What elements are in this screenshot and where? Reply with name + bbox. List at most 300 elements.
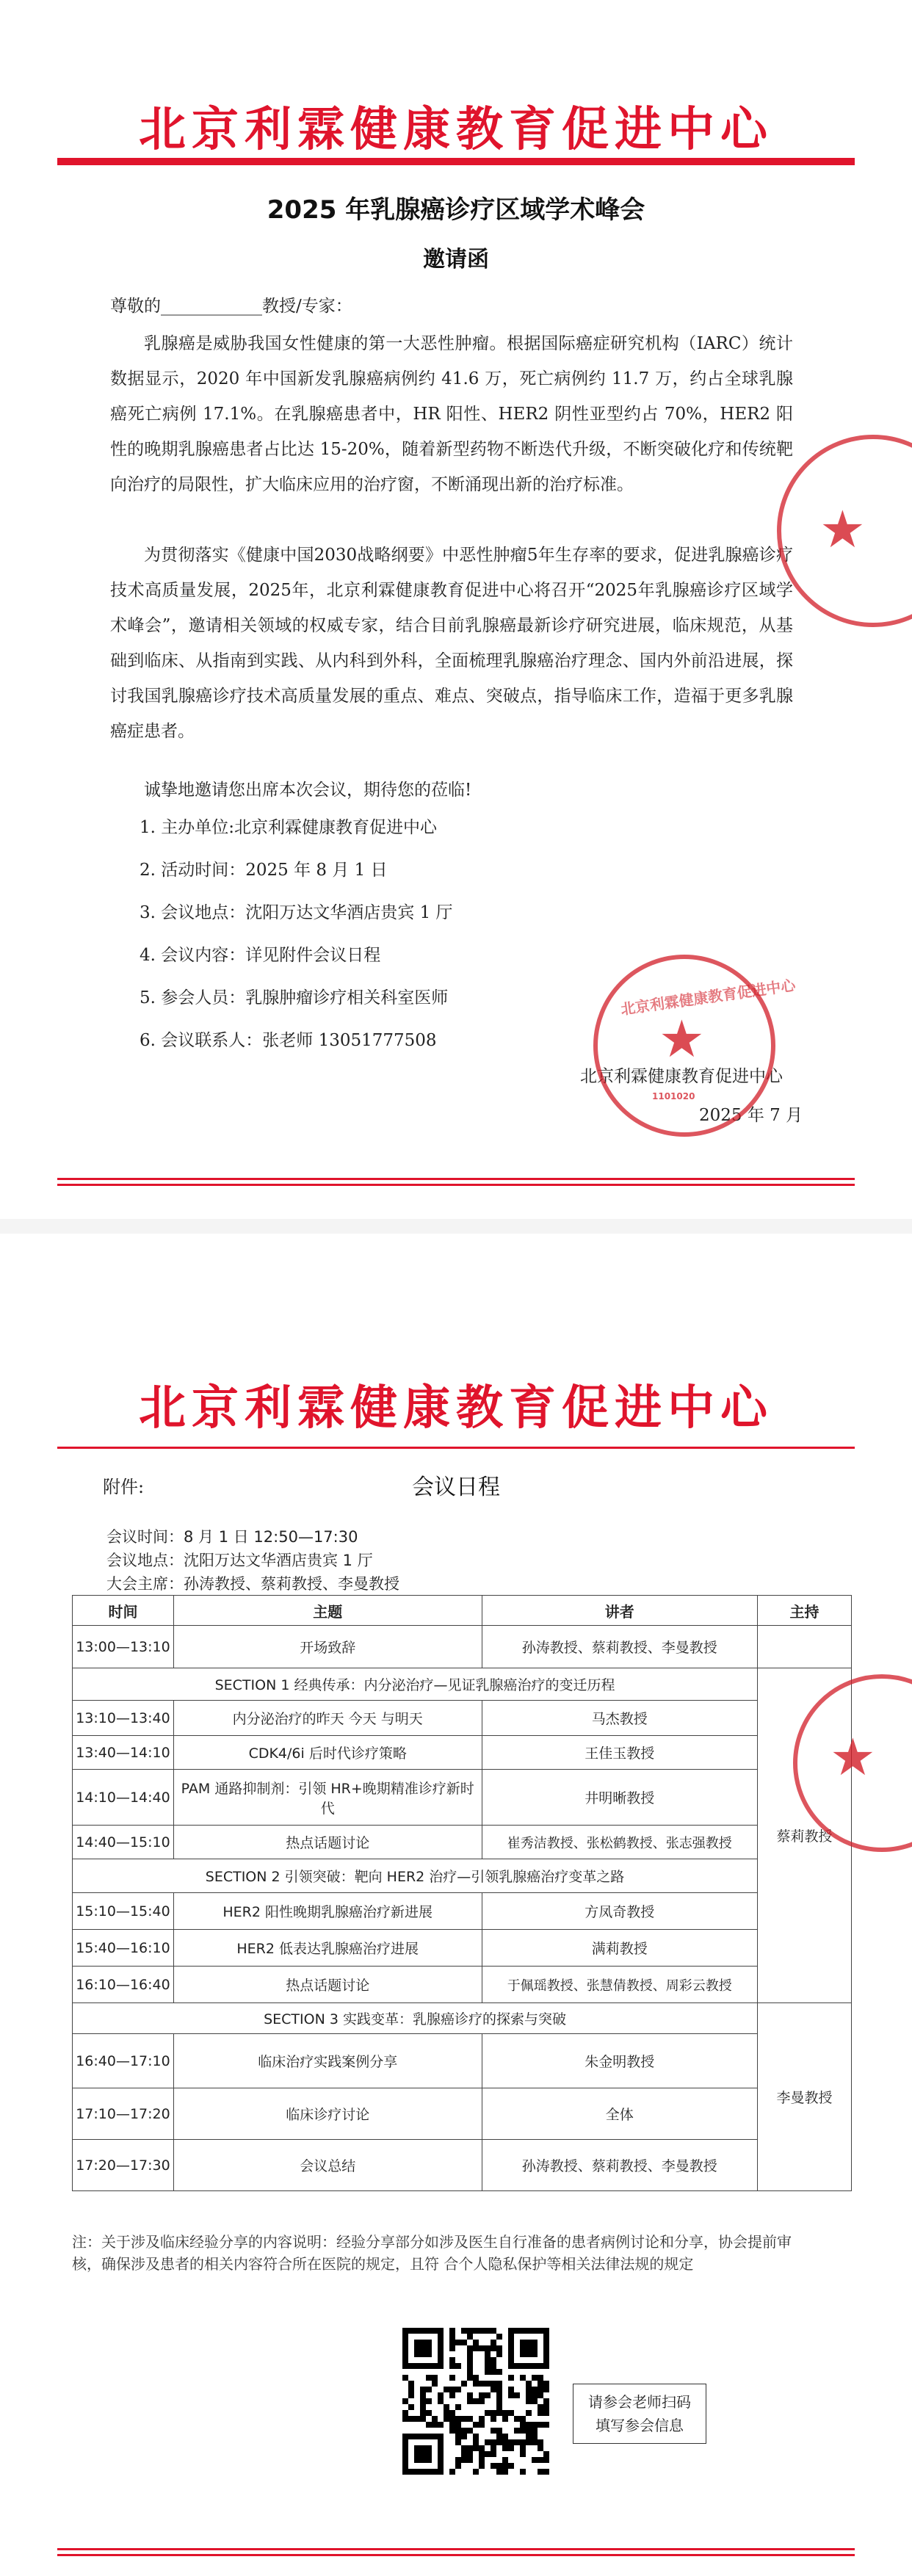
- table-row: [73, 2140, 852, 2191]
- table-row: [73, 1893, 852, 1930]
- row-speaker: 满莉教授: [482, 1930, 758, 1967]
- qr-module: [449, 2328, 455, 2334]
- qr-module: [514, 2416, 520, 2422]
- qr-module: [526, 2392, 532, 2398]
- qr-module: [479, 2398, 485, 2404]
- qr-module: [467, 2375, 473, 2381]
- row-host: [758, 1626, 852, 1668]
- attachment-label: 附件:: [103, 1477, 145, 1497]
- official-seal: [777, 435, 912, 627]
- row-topic: 开场致辞: [173, 1626, 482, 1668]
- qr-module: [444, 2416, 449, 2422]
- qr-finder-pattern: [414, 2445, 432, 2463]
- qr-module: [532, 2439, 538, 2445]
- qr-module: [496, 2439, 502, 2445]
- paragraph-background: 乳腺癌是威胁我国女性健康的第一大恶性肿瘤。根据国际癌症研究机构（IARC）统计数据显示，2020 年中国新发乳腺癌病例约 41.6 万，死亡病例约 11.7 万，约占全球乳腺癌死亡病例 17.1%。在乳腺癌患者中，HR 阳性、HER2 阴性亚型约占 70%，HER2 阳性的晚期乳腺癌患者占比达 15-20%，随着新型药物不断迭代升级，不断突破化疗和传统靶向治疗的局限性，扩大临床应用的治疗窗，不断涌现出新的治疗标准。: [110, 334, 793, 494]
- qr-module: [543, 2469, 549, 2475]
- footer-divider: [57, 1178, 855, 1180]
- qr-module: [491, 2451, 496, 2457]
- qr-module: [455, 2428, 461, 2434]
- qr-module: [485, 2328, 491, 2334]
- qr-module: [438, 2398, 444, 2404]
- qr-module: [467, 2334, 473, 2340]
- qr-module: [485, 2363, 491, 2369]
- qr-module: [538, 2410, 543, 2416]
- qr-module: [473, 2469, 479, 2475]
- qr-module: [538, 2381, 543, 2387]
- row-speaker: 孙涛教授、蔡莉教授、李曼教授: [482, 2140, 758, 2191]
- qr-module: [461, 2340, 467, 2345]
- registration-qr-code[interactable]: [402, 2328, 549, 2475]
- row-time: 15:10—15:40: [73, 1893, 174, 1930]
- row-speaker: 马杰教授: [482, 1701, 758, 1736]
- qr-module: [485, 2451, 491, 2457]
- row-speaker: 于佩瑶教授、张慧倩教授、周彩云教授: [482, 1967, 758, 2003]
- row-time: 13:40—14:10: [73, 1736, 174, 1770]
- seal-text: 北京利霖健康教育促进中心: [619, 976, 797, 1019]
- qr-module: [461, 2445, 467, 2451]
- qr-module: [538, 2457, 543, 2463]
- qr-module: [491, 2416, 496, 2422]
- qr-module: [526, 2398, 532, 2404]
- section-title: SECTION 1 经典传承：内分泌治疗—见证乳腺癌治疗的变迁历程: [73, 1668, 758, 1701]
- column-header-time: 时间: [73, 1596, 174, 1626]
- qr-module: [479, 2381, 485, 2387]
- qr-module: [520, 2422, 526, 2428]
- qr-module: [496, 2469, 502, 2475]
- qr-module: [461, 2457, 467, 2463]
- qr-module: [455, 2422, 461, 2428]
- qr-module: [491, 2345, 496, 2351]
- qr-module: [461, 2428, 467, 2434]
- qr-module: [414, 2416, 420, 2422]
- qr-module: [473, 2340, 479, 2345]
- qr-module: [496, 2398, 502, 2404]
- qr-module: [461, 2381, 467, 2387]
- qr-module: [526, 2387, 532, 2392]
- qr-module: [491, 2445, 496, 2451]
- qr-module: [526, 2434, 532, 2439]
- qr-module: [426, 2422, 432, 2428]
- table-row: [73, 2088, 852, 2140]
- row-time: 16:40—17:10: [73, 2034, 174, 2088]
- qr-module: [496, 2345, 502, 2351]
- qr-module: [491, 2363, 496, 2369]
- qr-module: [538, 2422, 543, 2428]
- qr-module: [491, 2463, 496, 2469]
- table-row: [73, 1770, 852, 1826]
- qr-module: [426, 2398, 432, 2404]
- qr-module: [502, 2416, 508, 2422]
- qr-module: [449, 2469, 455, 2475]
- qr-module: [491, 2387, 496, 2392]
- qr-module: [491, 2369, 496, 2375]
- detail-organizer: 1. 主办单位:北京利霖健康教育促进中心: [140, 818, 438, 837]
- signature-org: 北京利霖健康教育促进中心: [580, 1067, 783, 1086]
- qr-module: [526, 2428, 532, 2434]
- row-time: 14:40—15:10: [73, 1826, 174, 1859]
- section-row: [73, 2003, 852, 2034]
- qr-module: [449, 2428, 455, 2434]
- qr-module: [461, 2451, 467, 2457]
- qr-module: [479, 2445, 485, 2451]
- section-title: SECTION 3 实践变革：乳腺癌诊疗的探索与突破: [73, 2003, 758, 2034]
- qr-module: [455, 2416, 461, 2422]
- footer-divider: [57, 2554, 855, 2556]
- qr-module: [455, 2434, 461, 2439]
- qr-module: [449, 2392, 455, 2398]
- qr-module: [543, 2404, 549, 2410]
- detail-date: 2. 活动时间：2025 年 8 月 1 日: [140, 861, 388, 880]
- qr-module: [485, 2345, 491, 2351]
- seal-star-icon: ★: [830, 1727, 876, 1787]
- official-seal: [593, 955, 797, 1137]
- invitation-subtitle: 邀请函: [423, 247, 489, 272]
- qr-module: [532, 2428, 538, 2434]
- qr-module: [491, 2357, 496, 2363]
- footer-divider: [57, 1184, 855, 1186]
- qr-module: [508, 2410, 514, 2416]
- qr-module: [467, 2398, 473, 2404]
- detail-venue: 3. 会议地点：沈阳万达文华酒店贵宾 1 厅: [140, 903, 453, 922]
- qr-module: [467, 2445, 473, 2451]
- qr-module: [526, 2381, 532, 2387]
- qr-module: [496, 2434, 502, 2439]
- table-row: [73, 1930, 852, 1967]
- qr-module: [473, 2345, 479, 2351]
- qr-module: [520, 2375, 526, 2381]
- letterhead-divider: [57, 158, 855, 165]
- qr-module: [508, 2392, 514, 2398]
- qr-module: [420, 2392, 426, 2398]
- qr-module: [420, 2398, 426, 2404]
- qr-module: [432, 2416, 438, 2422]
- qr-module: [420, 2416, 426, 2422]
- qr-module: [455, 2439, 461, 2445]
- qr-module: [473, 2422, 479, 2428]
- org-letterhead-title: 北京利霖健康教育促进中心: [139, 103, 773, 157]
- qr-module: [479, 2345, 485, 2351]
- letterhead-divider: [57, 1447, 855, 1449]
- row-time: 14:10—14:40: [73, 1770, 174, 1826]
- qr-module: [438, 2422, 444, 2428]
- qr-module: [408, 2404, 414, 2410]
- qr-module: [473, 2381, 479, 2387]
- qr-module: [543, 2422, 549, 2428]
- qr-module: [485, 2357, 491, 2363]
- qr-module: [467, 2357, 473, 2363]
- qr-module: [449, 2345, 455, 2351]
- row-time: 16:10—16:40: [73, 1967, 174, 2003]
- agenda-page: [0, 1234, 912, 2576]
- qr-module: [491, 2410, 496, 2416]
- row-topic: CDK4/6i 后时代诊疗策略: [173, 1736, 482, 1770]
- qr-module: [532, 2434, 538, 2439]
- qr-module: [485, 2381, 491, 2387]
- row-speaker: 朱金明教授: [482, 2034, 758, 2088]
- qr-module: [502, 2410, 508, 2416]
- host-name: 蔡莉教授: [758, 1668, 852, 2003]
- qr-module: [473, 2439, 479, 2445]
- qr-module: [449, 2357, 455, 2363]
- qr-module: [479, 2451, 485, 2457]
- qr-module: [520, 2439, 526, 2445]
- row-topic: HER2 阳性晚期乳腺癌治疗新进展: [173, 1893, 482, 1930]
- qr-module: [538, 2375, 543, 2381]
- qr-module: [449, 2375, 455, 2381]
- table-header-row: [73, 1596, 852, 1626]
- qr-module: [449, 2334, 455, 2340]
- qr-module: [485, 2351, 491, 2357]
- qr-module: [444, 2410, 449, 2416]
- qr-module: [532, 2457, 538, 2463]
- qr-module: [496, 2463, 502, 2469]
- qr-module: [467, 2451, 473, 2457]
- qr-module: [520, 2428, 526, 2434]
- row-topic: 热点话题讨论: [173, 1967, 482, 2003]
- row-time: 13:10—13:40: [73, 1701, 174, 1736]
- row-speaker: 井明晰教授: [482, 1770, 758, 1826]
- row-topic: 临床诊疗讨论: [173, 2088, 482, 2140]
- section-row: [73, 1668, 852, 1701]
- qr-module: [467, 2328, 473, 2334]
- row-time: 17:10—17:20: [73, 2088, 174, 2140]
- qr-module: [538, 2404, 543, 2410]
- qr-module: [520, 2445, 526, 2451]
- qr-module: [485, 2410, 491, 2416]
- qr-module: [543, 2457, 549, 2463]
- qr-module: [543, 2387, 549, 2392]
- qr-module: [408, 2387, 414, 2392]
- qr-module: [426, 2410, 432, 2416]
- qr-module: [408, 2416, 414, 2422]
- row-speaker: 方凤奇教授: [482, 1893, 758, 1930]
- qr-module: [502, 2439, 508, 2445]
- qr-finder-pattern: [520, 2340, 538, 2357]
- qr-module: [496, 2404, 502, 2410]
- qr-module: [473, 2328, 479, 2334]
- qr-module: [449, 2416, 455, 2422]
- qr-module: [491, 2428, 496, 2434]
- qr-module: [455, 2457, 461, 2463]
- qr-module: [496, 2334, 502, 2340]
- qr-module: [502, 2445, 508, 2451]
- qr-module: [491, 2328, 496, 2334]
- qr-module: [438, 2392, 444, 2398]
- qr-module: [449, 2410, 455, 2416]
- qr-module: [491, 2381, 496, 2387]
- qr-module: [473, 2445, 479, 2451]
- column-header-topic: 主题: [173, 1596, 482, 1626]
- qr-module: [467, 2416, 473, 2422]
- agenda-table: [72, 1595, 852, 2191]
- qr-module: [496, 2381, 502, 2387]
- qr-module: [514, 2439, 520, 2445]
- detail-attendees: 5. 参会人员：乳腺肿瘤诊疗相关科室医师: [140, 988, 449, 1007]
- qr-module: [520, 2469, 526, 2475]
- row-speaker: 王佳玉教授: [482, 1736, 758, 1770]
- qr-module: [514, 2392, 520, 2398]
- qr-module: [532, 2422, 538, 2428]
- seal-star-icon: ★: [659, 1009, 705, 1069]
- qr-module: [467, 2392, 473, 2398]
- qr-module: [479, 2416, 485, 2422]
- signature-date: 2025 年 7 月: [699, 1106, 803, 1125]
- qr-module: [461, 2434, 467, 2439]
- row-speaker: 崔秀洁教授、张松鹤教授、张志强教授: [482, 1826, 758, 1859]
- row-topic: PAM 通路抑制剂：引领 HR+晚期精准诊疗新时代: [173, 1770, 482, 1826]
- qr-module: [532, 2398, 538, 2404]
- qr-module: [455, 2340, 461, 2345]
- meeting-chairs: 大会主席：孙涛教授、蔡莉教授、李曼教授: [106, 1575, 399, 1593]
- qr-module: [502, 2469, 508, 2475]
- qr-module: [479, 2457, 485, 2463]
- qr-module: [508, 2387, 514, 2392]
- qr-module: [444, 2387, 449, 2392]
- qr-module: [455, 2463, 461, 2469]
- row-topic: 临床治疗实践案例分享: [173, 2034, 482, 2088]
- row-topic: HER2 低表达乳腺癌治疗进展: [173, 1930, 482, 1967]
- qr-module: [432, 2381, 438, 2387]
- qr-module: [479, 2463, 485, 2469]
- qr-module: [449, 2422, 455, 2428]
- qr-module: [496, 2351, 502, 2357]
- qr-caption-line: 请参会老师扫码: [588, 2393, 691, 2411]
- page-gap: [0, 1219, 912, 1234]
- qr-module: [538, 2439, 543, 2445]
- row-speaker: 孙涛教授、蔡莉教授、李曼教授: [482, 1626, 758, 1668]
- qr-module: [502, 2434, 508, 2439]
- qr-module: [543, 2381, 549, 2387]
- row-speaker: 全体: [482, 2088, 758, 2140]
- qr-module: [538, 2392, 543, 2398]
- detail-contact: 6. 会议联系人：张老师 13051777508: [140, 1031, 437, 1050]
- qr-module: [508, 2439, 514, 2445]
- qr-module: [408, 2381, 414, 2387]
- qr-module: [520, 2416, 526, 2422]
- qr-module: [467, 2457, 473, 2463]
- qr-module: [538, 2387, 543, 2392]
- qr-module: [467, 2345, 473, 2351]
- qr-module: [532, 2392, 538, 2398]
- qr-module: [420, 2404, 426, 2410]
- qr-module: [402, 2398, 408, 2404]
- seal-number: 1101020: [652, 1091, 695, 1101]
- detail-content: 4. 会议内容：详见附件会议日程: [140, 946, 381, 965]
- qr-module: [402, 2410, 408, 2416]
- qr-caption-line: 填写参会信息: [596, 2417, 684, 2434]
- qr-module: [467, 2369, 473, 2375]
- qr-module: [461, 2416, 467, 2422]
- qr-module: [479, 2328, 485, 2334]
- qr-module: [543, 2398, 549, 2404]
- qr-module: [467, 2363, 473, 2369]
- salutation: 尊敬的____________教授/专家：: [110, 297, 352, 316]
- qr-module: [526, 2410, 532, 2416]
- qr-module: [508, 2375, 514, 2381]
- row-time: 15:40—16:10: [73, 1930, 174, 1967]
- qr-module: [496, 2369, 502, 2375]
- meeting-place: 会议地点：沈阳万达文华酒店贵宾 1 厅: [106, 1552, 373, 1569]
- qr-module: [402, 2375, 408, 2381]
- qr-module: [473, 2434, 479, 2439]
- qr-module: [479, 2392, 485, 2398]
- qr-module: [502, 2463, 508, 2469]
- qr-module: [455, 2387, 461, 2392]
- paragraph-purpose: 为贯彻落实《健康中国2030战略纲要》中恶性肿瘤5年生存率的要求，促进乳腺癌诊疗技术高质量发展，2025年，北京利霖健康教育促进中心将召开“2025年乳腺癌诊疗区域学术峰会”，邀请相关领域的权威专家，结合目前乳腺癌最新诊疗研究进展，临床规范，从基础到临床、从指南到实践、从内科到外科，全面梳理乳腺癌治疗理念、国内外前沿进展，探讨我国乳腺癌诊疗技术高质量发展的重点、难点、突破点，指导临床工作，造福于更多乳腺癌症患者。: [110, 546, 793, 741]
- qr-module: [455, 2404, 461, 2410]
- qr-module: [449, 2363, 455, 2369]
- row-topic: 热点话题讨论: [173, 1826, 482, 1859]
- section-row: [73, 1859, 852, 1893]
- qr-module: [496, 2387, 502, 2392]
- qr-module: [520, 2451, 526, 2457]
- qr-module: [514, 2428, 520, 2434]
- qr-module: [467, 2428, 473, 2434]
- qr-module: [432, 2422, 438, 2428]
- qr-module: [485, 2439, 491, 2445]
- paragraph-welcome: 诚挚地邀请您出席本次会议，期待您的莅临!: [144, 781, 472, 800]
- qr-module: [479, 2422, 485, 2428]
- agenda-title: 会议日程: [412, 1475, 500, 1500]
- qr-module: [508, 2463, 514, 2469]
- qr-module: [473, 2375, 479, 2381]
- host-name: 李曼教授: [758, 2003, 852, 2191]
- qr-module: [449, 2340, 455, 2345]
- qr-module: [420, 2410, 426, 2416]
- qr-module: [491, 2340, 496, 2345]
- qr-module: [502, 2457, 508, 2463]
- qr-module: [526, 2422, 532, 2428]
- row-topic: 内分泌治疗的昨天 今天 与明天: [173, 1701, 482, 1736]
- qr-module: [485, 2392, 491, 2398]
- footer-divider: [57, 2548, 855, 2550]
- invitation-title: 2025 年乳腺癌诊疗区域学术峰会: [267, 195, 645, 225]
- qr-module: [526, 2439, 532, 2445]
- qr-module: [508, 2445, 514, 2451]
- table-row: [73, 1626, 852, 1668]
- qr-module: [543, 2451, 549, 2457]
- qr-module: [449, 2387, 455, 2392]
- table-row: [73, 1967, 852, 2003]
- qr-module: [426, 2375, 432, 2381]
- row-time: 13:00—13:10: [73, 1626, 174, 1668]
- invitation-page: [0, 0, 912, 1219]
- disclaimer-note: 注：关于涉及临床经验分享的内容说明：经验分享部分如涉及医生自行准备的患者病例讨论和分享，协会提前审核，确保涉及患者的相关内容符合所在医院的规定，且符 合个人隐私保护等相关法律法规的规定: [72, 2233, 792, 2273]
- qr-module: [485, 2369, 491, 2375]
- qr-module: [532, 2375, 538, 2381]
- meeting-time: 会议时间：8 月 1 日 12:50—17:30: [106, 1528, 358, 1546]
- qr-module: [467, 2351, 473, 2357]
- qr-module: [491, 2439, 496, 2445]
- qr-module: [538, 2445, 543, 2451]
- seal-star-icon: ★: [819, 499, 866, 560]
- qr-module: [432, 2375, 438, 2381]
- table-row: [73, 1736, 852, 1770]
- row-time: 17:20—17:30: [73, 2140, 174, 2191]
- qr-module: [444, 2404, 449, 2410]
- qr-module: [538, 2469, 543, 2475]
- qr-module: [543, 2410, 549, 2416]
- table-row: [73, 1701, 852, 1736]
- qr-module: [402, 2416, 408, 2422]
- table-row: [73, 2034, 852, 2088]
- qr-module: [426, 2387, 432, 2392]
- qr-caption: [573, 2384, 706, 2444]
- qr-module: [496, 2428, 502, 2434]
- column-header-host: 主持: [758, 1596, 852, 1626]
- qr-module: [461, 2328, 467, 2334]
